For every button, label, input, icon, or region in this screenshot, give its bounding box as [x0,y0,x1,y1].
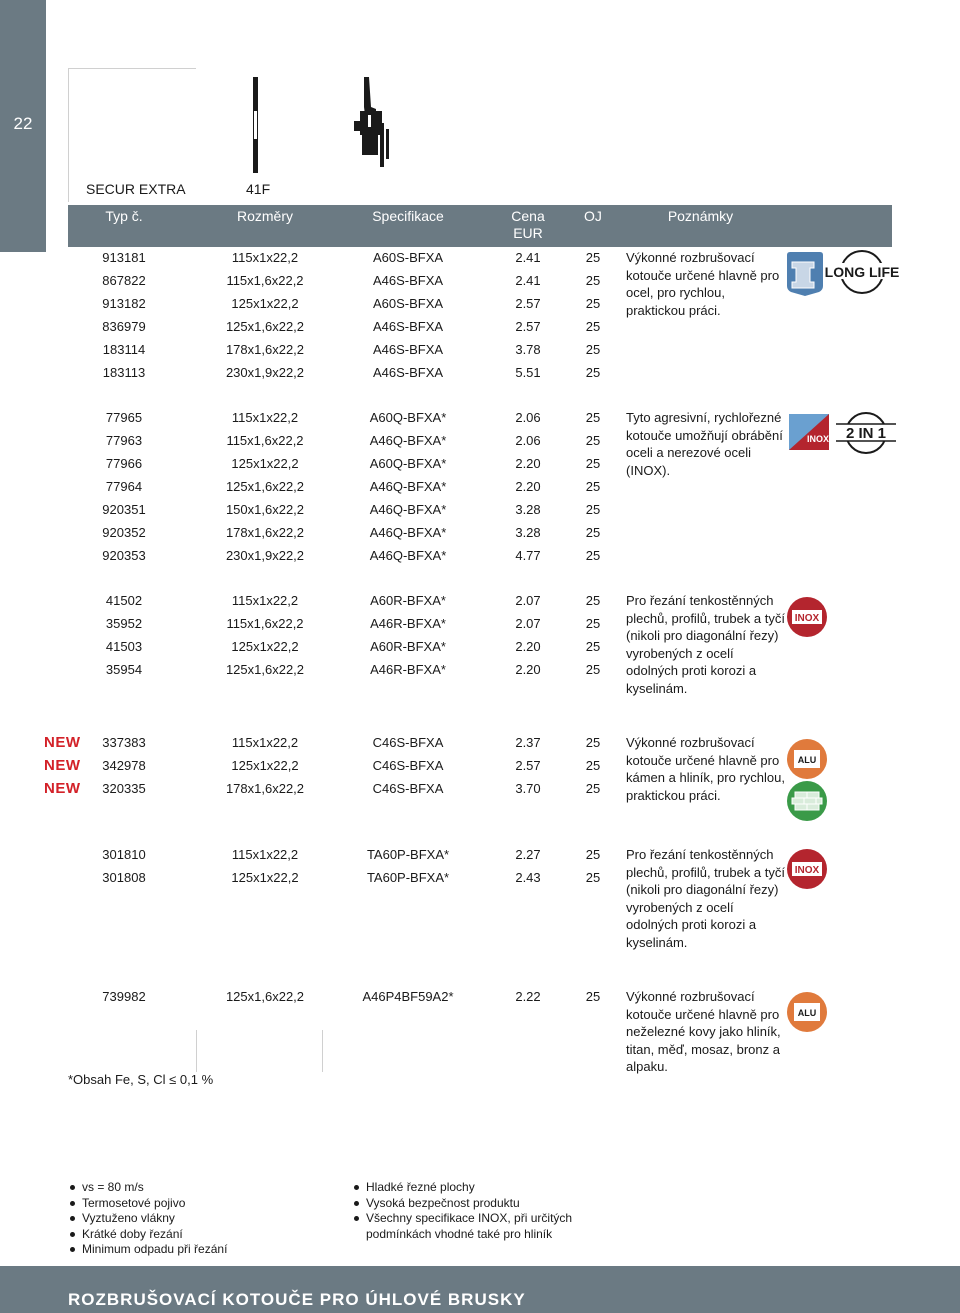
inox-icon-label: INOX [794,865,820,876]
table-cell: 25 [585,502,601,517]
table-cell: TA60P-BFXA* [366,870,450,885]
long-life-badge-text: LONG LIFE [824,264,900,280]
table-cell: 115x1x22,2 [231,735,299,750]
table-cell: 3.28 [515,502,541,517]
table-row [68,616,628,636]
table-cell: A46Q-BFXA* [369,502,447,517]
table-cell: 125x1,6x22,2 [225,479,305,494]
table-cell: 3.70 [515,781,541,796]
table-cell: 25 [585,410,601,425]
table-row [68,662,628,682]
feature-item: Minimum odpadu při řezání [68,1242,227,1258]
header-specifikace: Specifikace [372,208,444,224]
table-cell: 77966 [105,456,143,471]
table-cell: 25 [585,639,601,654]
alu-icon-label: ALU [797,1008,817,1018]
header-rozmery: Rozměry [236,208,293,224]
table-cell: 2.57 [515,758,541,773]
table-cell: 2.06 [515,410,541,425]
table-row [68,456,628,476]
angle-grinder-icon [354,77,396,167]
table-cell: 150x1,6x22,2 [225,502,305,517]
table-cell: 25 [585,296,601,311]
table-cell: A46R-BFXA* [370,616,446,631]
table-row [68,781,628,801]
table-cell: 2.37 [515,735,541,750]
table-cell: 125x1,6x22,2 [225,989,305,1004]
table-cell: 2.43 [515,870,541,885]
table-cell: 2.20 [515,662,541,677]
table-cell: A46S-BFXA [372,273,444,288]
table-cell: 25 [585,479,601,494]
table-cell: A46Q-BFXA* [369,479,447,494]
table-cell: C46S-BFXA [372,758,444,773]
table-cell: 4.77 [515,548,541,563]
product-note: Výkonné rozbrušovací kotouče určené hlavně pro neželezné kovy jako hliník, titan, měď, mosaz, bronz a alpaku. [626,989,781,1074]
table-cell: 178x1,6x22,2 [225,525,305,540]
table-cell: 2.57 [515,296,541,311]
product-note: Tyto agresivní, rychlořezné kotouče umožňují obrábění oceli a nerezové oceli (INOX). [626,410,783,478]
page-number-tab [0,0,46,252]
table-row [68,319,628,339]
table-cell: 35952 [105,616,143,631]
header-typ: Typ č. [105,208,143,224]
disc-profile-icon [253,77,258,173]
table-cell: 920351 [102,502,146,517]
table-cell: A46S-BFXA [372,365,444,380]
table-row [68,548,628,568]
table-cell: 115x1x22,2 [231,593,299,608]
table-row [68,365,628,385]
table-row [68,639,628,659]
header-oj: OJ [584,208,602,224]
table-row [68,250,628,270]
header-poznamky: Poznámky [667,208,734,224]
table-cell: 125x1x22,2 [231,456,299,471]
table-cell: 2.27 [515,847,541,862]
table-row [68,410,628,430]
table-cell: 2.20 [515,639,541,654]
table-row [68,989,628,1009]
table-row [68,870,628,890]
new-badge: NEW [44,757,81,774]
feature-item: Vysoká bezpečnost produktu [352,1196,592,1212]
inox-icon-label: INOX [806,434,830,444]
table-cell: 337383 [102,735,146,750]
table-cell: 178x1,6x22,2 [225,781,305,796]
stone-brick-icon [786,780,828,822]
table-cell: 2.41 [515,250,541,265]
table-cell: 2.20 [515,479,541,494]
header-cena [473,208,583,242]
table-cell: 125x1x22,2 [231,870,299,885]
table-cell: 41502 [105,593,143,608]
table-cell: 5.51 [515,365,541,380]
product-code: 41F [246,181,271,197]
page-number: 22 [13,114,33,133]
feature-item: Vyztuženo vlákny [68,1211,227,1227]
table-cell: 25 [585,273,601,288]
table-cell: A46Q-BFXA* [369,433,447,448]
divider-line [196,1030,197,1072]
table-cell: 25 [585,456,601,471]
table-cell: A60Q-BFXA* [369,456,447,471]
table-row [68,735,628,755]
table-cell: 77965 [105,410,143,425]
table-cell: 230x1,9x22,2 [225,548,305,563]
table-cell: 25 [585,342,601,357]
table-cell: 2.06 [515,433,541,448]
table-cell: C46S-BFXA [372,781,444,796]
table-cell: 25 [585,662,601,677]
table-cell: 320335 [102,781,146,796]
table-row [68,525,628,545]
table-cell: A60R-BFXA* [370,593,446,608]
alu-icon [786,991,828,1033]
table-cell: A60Q-BFXA* [369,410,447,425]
product-brand: SECUR EXTRA [86,181,186,197]
table-cell: A46S-BFXA [372,319,444,334]
table-cell: 920352 [102,525,146,540]
table-cell: 301808 [102,870,146,885]
footer-title: ROZBRUŠOVACÍ KOTOUČE PRO ÚHLOVÉ BRUSKY [68,1290,526,1309]
feature-list-left [68,1180,227,1258]
footnote: *Obsah Fe, S, Cl ≤ 0,1 % [68,1072,214,1087]
inox-icon-label: INOX [794,613,820,624]
footer-bar [0,1266,960,1313]
table-cell: A46S-BFXA [372,342,444,357]
table-cell: 115x1x22,2 [231,410,299,425]
table-cell: TA60P-BFXA* [366,847,450,862]
table-cell: 3.28 [515,525,541,540]
table-cell: 25 [585,616,601,631]
table-cell: 35954 [105,662,143,677]
table-cell: 3.78 [515,342,541,357]
table-row [68,342,628,362]
table-cell: 25 [585,525,601,540]
table-cell: 2.41 [515,273,541,288]
feature-item: vs = 80 m/s [68,1180,227,1196]
table-cell: 25 [585,870,601,885]
table-cell: 867822 [102,273,146,288]
alu-icon-label: ALU [797,755,817,765]
feature-item: Hladké řezné plochy [352,1180,592,1196]
table-cell: 25 [585,548,601,563]
new-badge: NEW [44,780,81,797]
two-in-one-badge-text: 2 IN 1 [845,425,887,442]
table-cell: 25 [585,781,601,796]
inox-steel-icon [786,412,832,452]
header-cena-currency: EUR [513,225,543,241]
table-cell: 2.07 [515,616,541,631]
table-cell: 2.22 [515,989,541,1004]
table-row [68,502,628,522]
table-row [68,273,628,293]
table-row [68,847,628,867]
table-row [68,593,628,613]
table-cell: 25 [585,758,601,773]
table-cell: 125x1x22,2 [231,639,299,654]
feature-item: Termosetové pojivo [68,1196,227,1212]
table-cell: 342978 [102,758,146,773]
table-cell: 25 [585,365,601,380]
table-cell: 125x1x22,2 [231,758,299,773]
table-row [68,433,628,453]
table-cell: A60S-BFXA [372,250,444,265]
feature-item: Všechny specifikace INOX, při určitých podmínkách vhodné také pro hliník [352,1211,592,1242]
table-row [68,296,628,316]
table-cell: 25 [585,319,601,334]
table-header [68,205,892,247]
product-note: Výkonné rozbrušovací kotouče určené hlavně pro ocel, pro rychlou, praktickou práci. [626,250,780,318]
table-cell: 913182 [102,296,146,311]
table-cell: 230x1,9x22,2 [225,365,305,380]
table-cell: 920353 [102,548,146,563]
table-cell: 913181 [102,250,146,265]
table-cell: 125x1,6x22,2 [225,662,305,677]
table-cell: A46R-BFXA* [370,662,446,677]
table-cell: 115x1x22,2 [231,250,299,265]
long-life-badge-icon [824,248,900,296]
table-row [68,758,628,778]
table-cell: 25 [585,847,601,862]
product-note: Pro řezání tenkostěnných plechů, profilů, trubek a tyčí (nikoli pro diagonální řezy) vyrobených z ocelí odolných proti korozi a kyselinám. [626,847,785,950]
table-cell: A46P4BF59A2* [362,989,454,1004]
feature-item: Krátké doby řezání [68,1227,227,1243]
table-cell: 739982 [102,989,146,1004]
table-cell: 115x1,6x22,2 [226,273,304,288]
table-cell: 115x1,6x22,2 [226,433,304,448]
table-cell: 25 [585,433,601,448]
table-cell: A60R-BFXA* [370,639,446,654]
new-badge: NEW [44,734,81,751]
table-cell: 183114 [102,342,146,357]
inox-icon [786,848,828,890]
table-cell: 41503 [105,639,143,654]
feature-list-right [352,1180,592,1242]
table-cell: 77964 [105,479,143,494]
table-cell: 2.20 [515,456,541,471]
alu-icon [786,738,828,780]
table-cell: 301810 [102,847,146,862]
divider-line [322,1030,323,1072]
header-cena-label: Cena [511,208,545,224]
two-in-one-badge-icon [836,410,896,456]
table-cell: 183113 [102,365,146,380]
table-cell: 2.07 [515,593,541,608]
table-cell: 25 [585,735,601,750]
table-cell: 115x1,6x22,2 [226,616,304,631]
table-cell: 25 [585,250,601,265]
table-cell: A60S-BFXA [372,296,444,311]
table-cell: 77963 [105,433,143,448]
table-cell: A46Q-BFXA* [369,548,447,563]
product-note: Pro řezání tenkostěnných plechů, profilů, trubek a tyčí (nikoli pro diagonální řezy) vyrobených z ocelí odolných proti korozi a kyselinám. [626,593,785,696]
table-cell: 836979 [102,319,146,334]
table-cell: 2.57 [515,319,541,334]
steel-profile-icon [786,250,824,296]
table-cell: 125x1,6x22,2 [225,319,305,334]
table-cell: 25 [585,989,601,1004]
table-row [68,479,628,499]
table-cell: A46Q-BFXA* [369,525,447,540]
product-note: Výkonné rozbrušovací kotouče určené hlavně pro kámen a hliník, pro rychlou, praktickou práci. [626,735,785,803]
table-cell: C46S-BFXA [372,735,444,750]
table-cell: 115x1x22,2 [231,847,299,862]
table-cell: 125x1x22,2 [231,296,299,311]
inox-icon [786,596,828,638]
table-cell: 25 [585,593,601,608]
table-cell: 178x1,6x22,2 [225,342,305,357]
